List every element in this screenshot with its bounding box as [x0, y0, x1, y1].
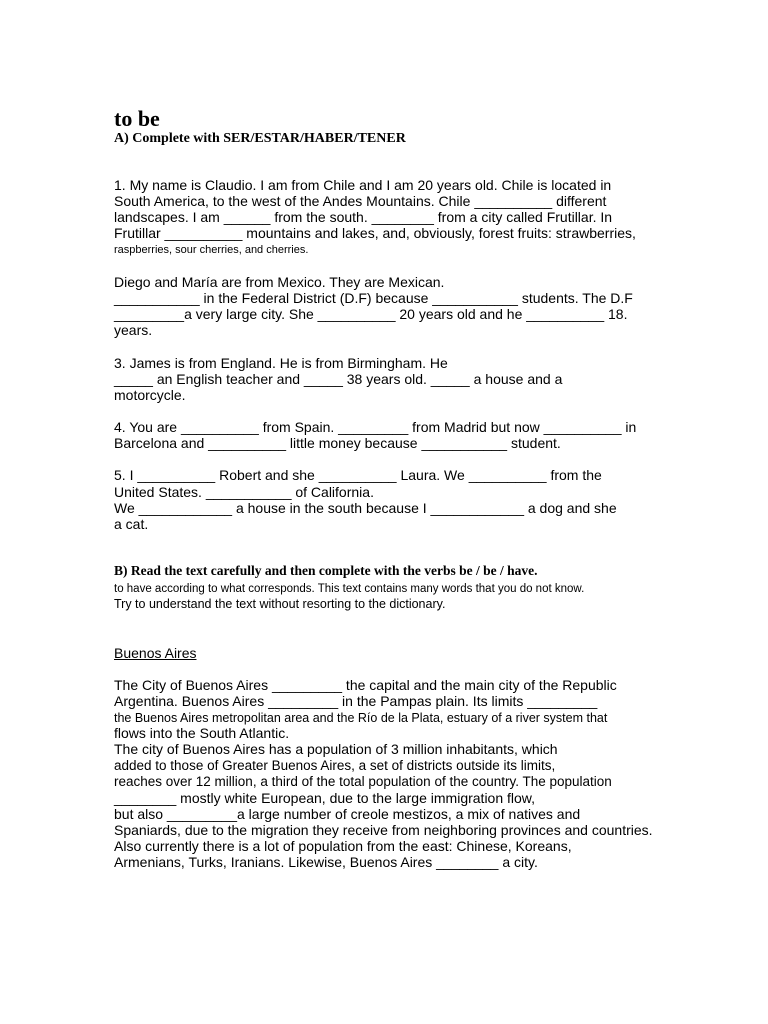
ex4-line-2: Barcelona and __________ little money because ___________ student.	[114, 435, 561, 451]
ex5-line-2: United States. ___________ of California.	[114, 484, 374, 500]
text-line-6: added to those of Greater Buenos Aires, a set of districts outside its limits,	[114, 758, 556, 773]
ex1-line-1: 1. My name is Claudio. I am from Chile and I am 20 years old. Chile is located in	[114, 177, 612, 193]
ex3-line-1: 3. James is from England. He is from Birmingham. He	[114, 355, 448, 371]
text-title: Buenos Aires	[114, 645, 197, 661]
section-a-heading: A) Complete with SER/ESTAR/HABER/TENER	[114, 131, 406, 146]
ex3-line-2: _____ an English teacher and _____ 38 years old. _____ a house and a	[114, 371, 563, 387]
ex1-line-4: Frutillar __________ mountains and lakes, and, obviously, forest fruits: strawberries,	[114, 225, 636, 241]
text-line-8: ________ mostly white European, due to the large immigration flow,	[114, 790, 536, 806]
text-line-1: The City of Buenos Aires _________ the capital and the main city of the Republic	[114, 677, 617, 693]
ex2-line-1: Diego and María are from Mexico. They are Mexican.	[114, 274, 445, 290]
page-title: to be	[114, 106, 160, 131]
text-line-9: but also _________a large number of creole mestizos, a mix of natives and	[114, 806, 581, 822]
text-line-7: reaches over 12 million, a third of the total population of the country. The population	[114, 774, 612, 789]
text-line-3: the Buenos Aires metropolitan area and the Río de la Plata, estuary of a river system that	[114, 711, 608, 725]
text-line-11: Also currently there is a lot of population from the east: Chinese, Koreans,	[114, 838, 572, 854]
ex5-line-3: We ____________ a house in the south because I ____________ a dog and she	[114, 500, 617, 516]
ex3-line-3: motorcycle.	[114, 387, 186, 403]
section-b-intro-2: Try to understand the text without resorting to the dictionary.	[114, 597, 446, 611]
ex5-line-1: 5. I __________ Robert and she __________ Laura. We __________ from the	[114, 467, 602, 483]
ex1-line-5: raspberries, sour cherries, and cherries.	[114, 244, 309, 256]
ex2-line-2: ___________ in the Federal District (D.F) because ___________ students. The D.F	[114, 290, 633, 306]
text-line-2: Argentina. Buenos Aires _________ in the Pampas plain. Its limits _________	[114, 693, 598, 709]
text-line-4: flows into the South Atlantic.	[114, 725, 290, 741]
section-b-intro-1: to have according to what corresponds. This text contains many words that you do not know.	[114, 583, 585, 595]
ex2-line-3: _________a very large city. She __________ 20 years old and he __________ 18.	[114, 306, 628, 322]
text-line-10: Spaniards, due to the migration they receive from neighboring provinces and countries.	[114, 822, 653, 838]
ex1-line-2: South America, to the west of the Andes Mountains. Chile __________ different	[114, 193, 607, 209]
ex5-line-4: a cat.	[114, 516, 149, 532]
ex4-line-1: 4. You are __________ from Spain. _________ from Madrid but now __________ in	[114, 419, 637, 435]
text-line-12: Armenians, Turks, Iranians. Likewise, Buenos Aires ________ a city.	[114, 854, 538, 870]
text-line-5: The city of Buenos Aires has a population of 3 million inhabitants, which	[114, 741, 558, 757]
section-b-heading: B) Read the text carefully and then complete with the verbs be / be / have.	[114, 563, 538, 578]
ex1-line-3: landscapes. I am ______ from the south. ________ from a city called Frutillar. In	[114, 209, 613, 225]
ex2-line-4: years.	[114, 322, 153, 338]
